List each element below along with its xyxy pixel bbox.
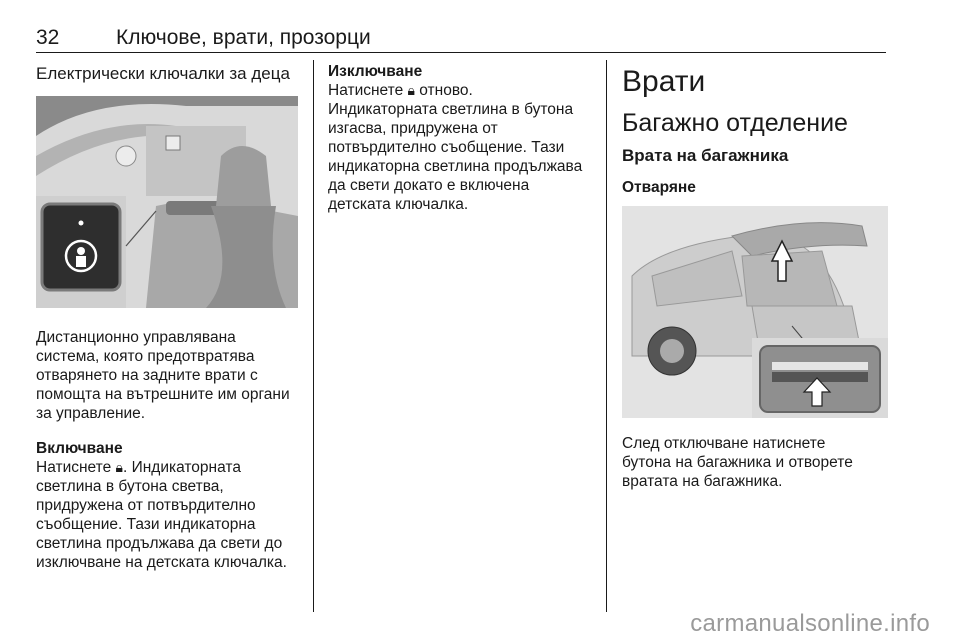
tailgate-illustration	[622, 206, 888, 418]
column-doors	[622, 62, 892, 491]
page-header	[36, 26, 886, 52]
column-child-locks	[36, 62, 304, 572]
enable-heading: Включване	[36, 440, 123, 457]
child-lock-icon: 🔒︎	[407, 82, 415, 98]
section-title: Електрически ключалки за деца	[36, 64, 290, 83]
watermark: carmanualsonline.info	[690, 610, 930, 637]
heading-doors: Врати	[622, 65, 706, 98]
heading-luggage: Багажно отделение	[622, 109, 848, 137]
disable-heading: Изключване	[328, 63, 423, 80]
enable-section: Включване Натиснете 🔒︎. Индикаторната светлина в бутона светва, придружена от потвърдително съобщение. Тази индикаторна светлина продължава да свети до изключване на детската ключалка.	[36, 439, 304, 572]
chapter-title: Ключове, врати, прозорци	[116, 26, 371, 49]
column-divider-1	[313, 60, 314, 612]
child-lock-icon: 🔒︎	[115, 459, 123, 475]
intro-paragraph: Дистанционно управлявана система, която предотвратява отварянето на задните врати с помощта на вътрешните им органи за управление.	[36, 329, 290, 422]
heading-opening: Отваряне	[622, 179, 696, 196]
column-disable: Изключване Натиснете 🔒︎ отново. Индикаторната светлина в бутона изгасва, придружена от потвърдително съобщение. Тази индикаторна светлина продължава да свети докато е включена детската ключалка.	[328, 62, 598, 214]
child-lock-illustration	[36, 96, 298, 308]
heading-tailgate: Врата на багажника	[622, 146, 789, 165]
column-divider-2	[606, 60, 607, 612]
header-rule	[36, 52, 886, 53]
page-number: 32	[36, 26, 60, 49]
tailgate-caption: След отключване натиснете бутона на багажника и отворете вратата на багажника.	[622, 435, 853, 490]
